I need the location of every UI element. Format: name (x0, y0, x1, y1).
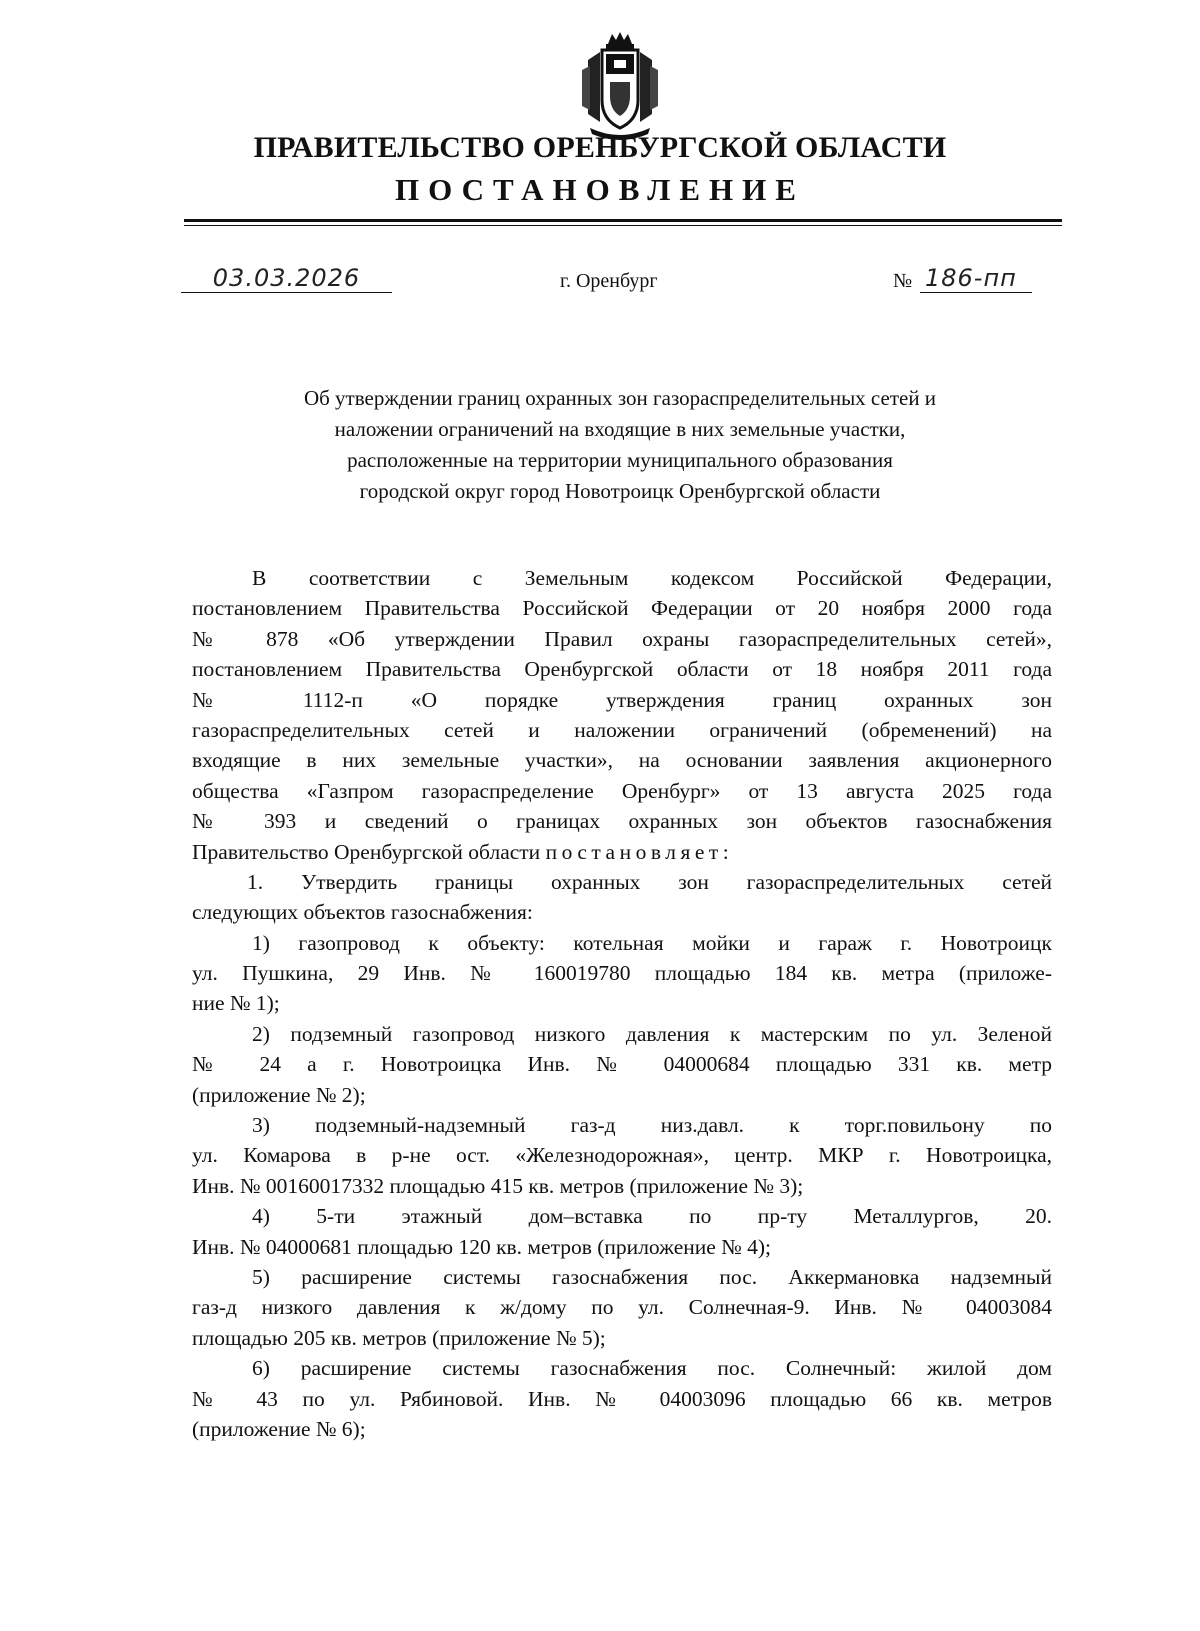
header-rule-thick (184, 219, 1062, 222)
preamble-line: № 878 «Об утверждении Правил охраны газораспределительных сетей», (192, 626, 1052, 651)
preamble-last-line (192, 837, 1052, 867)
item-line: 5) расширение системы газоснабжения пос. Аккермановка надземный (252, 1264, 1052, 1289)
item-line: 2) подземный газопровод низкого давления к мастерским по ул. Зеленой (252, 1021, 1052, 1046)
preamble-line: постановлением Правительства Оренбургской области от 18 ноября 2011 года (192, 657, 1052, 682)
clause-line: 1. Утвердить границы охранных зон газораспределительных сетей (247, 869, 1052, 894)
preamble-line: Правительство Оренбургской области (192, 839, 541, 864)
item-line: № 43 по ул. Рябиновой. Инв. № 04003096 площадью 66 кв. метров (192, 1386, 1052, 1411)
coat-of-arms-icon (570, 30, 670, 142)
number-underline (920, 292, 1032, 293)
item-line: Инв. № 00160017332 площадью 415 кв. метров (приложение № 3); (192, 1173, 804, 1198)
resolves-word: постановляет: (545, 839, 734, 864)
item-line: газ-д низкого давления к ж/дому по ул. Солнечная-9. Инв. № 04003084 (192, 1295, 1052, 1320)
preamble-line: В соответствии с Земельным кодексом Российской Федерации, (252, 566, 1052, 590)
number-label: № (893, 270, 913, 292)
preamble-line: постановлением Правительства Российской Федерации от 20 ноября 2000 года (192, 596, 1052, 621)
clause-line: следующих объектов газоснабжения: (192, 900, 533, 925)
item-line: ние № 1); (192, 991, 280, 1016)
subject-line: Об утверждении границ охранных зон газораспределительных сетей и (303, 386, 937, 410)
preamble-line: входящие в них земельные участки», на основании заявления акционерного (192, 748, 1052, 773)
doc-type-title: ПОСТАНОВЛЕНИЕ (395, 172, 805, 207)
org-title: ПРАВИТЕЛЬСТВО ОРЕНБУРГСКОЙ ОБЛАСТИ (253, 131, 947, 164)
date-underline (181, 292, 392, 293)
preamble-line: общества «Газпром газораспределение Оренбург» от 13 августа 2025 года (192, 778, 1052, 803)
city-label: г. Оренбург (560, 270, 658, 292)
document-number: 186-пп (925, 264, 1017, 292)
date-number-row (0, 264, 1200, 300)
item-line: 4) 5-ти этажный дом–вставка по пр-ту Металлургов, 20. (252, 1204, 1052, 1229)
header-rule-thin (184, 225, 1062, 226)
item-line: площадью 205 кв. метров (приложение № 5); (192, 1325, 606, 1350)
item-line: Инв. № 04000681 площадью 120 кв. метров (приложение № 4); (192, 1234, 771, 1259)
item-line: 3) подземный-надземный газ-д низ.давл. к торг.повильону по (252, 1113, 1052, 1138)
preamble-line: № 1112-п «О порядке утверждения границ охранных зон (192, 687, 1052, 712)
subject-line: городской округ город Новотроицк Оренбургской области (359, 479, 881, 503)
item-line: (приложение № 6); (192, 1416, 366, 1441)
item-line: 6) расширение системы газоснабжения пос. Солнечный: жилой дом (252, 1356, 1052, 1381)
item-line: 1) газопровод к объекту: котельная мойки и гараж г. Новотроицк (252, 930, 1052, 955)
document-body (192, 563, 1052, 1444)
item-line: № 24 а г. Новотроицка Инв. № 04000684 площадью 331 кв. метр (192, 1052, 1052, 1077)
document-date: 03.03.2026 (212, 264, 361, 292)
document-subject (190, 383, 1050, 507)
item-line: (приложение № 2); (192, 1082, 366, 1107)
subject-line: наложении ограничений на входящие в них земельные участки, (334, 417, 906, 441)
item-line: ул. Пушкина, 29 Инв. № 160019780 площадью 184 кв. метра (приложе- (192, 961, 1052, 986)
preamble-line: газораспределительных сетей и наложении ограничений (обременений) на (192, 717, 1052, 742)
subject-line: расположенные на территории муниципального образования (347, 448, 893, 472)
item-line: ул. Комарова в р-не ост. «Железнодорожная», центр. МКР г. Новотроицка, (192, 1143, 1052, 1168)
preamble-line: № 393 и сведений о границах охранных зон объектов газоснабжения (192, 809, 1052, 834)
